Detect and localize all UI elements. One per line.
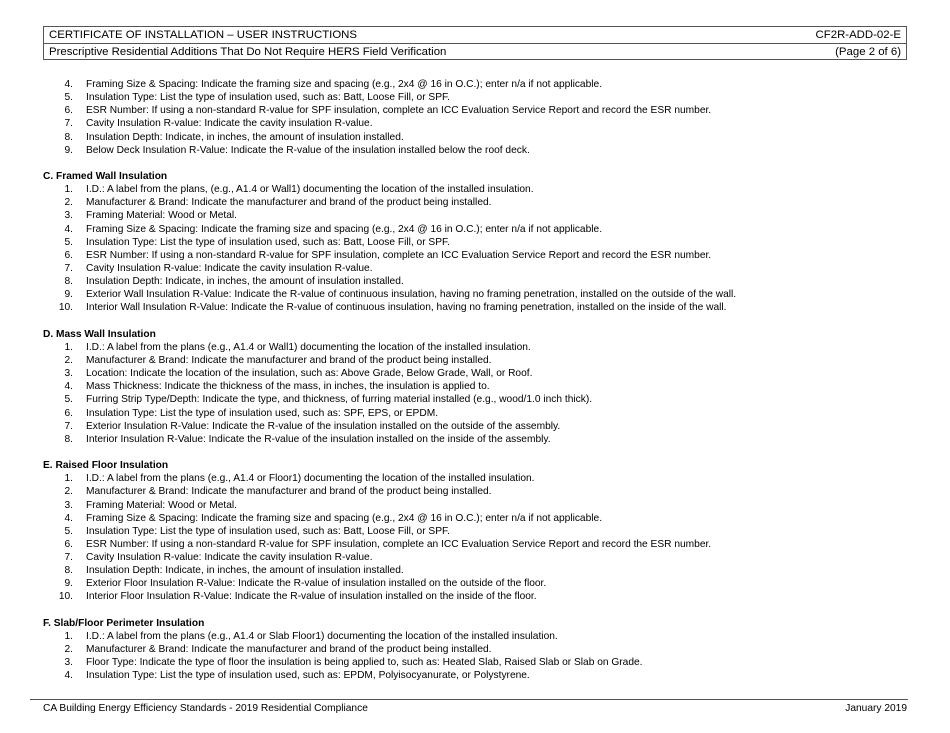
section-heading: D. Mass Wall Insulation — [43, 328, 156, 340]
list-item — [43, 525, 907, 538]
list-item — [43, 499, 907, 512]
list-item-number: 6. — [64, 407, 73, 419]
list-item — [43, 301, 907, 314]
list-item-text: Exterior Floor Insulation R-Value: Indicate the R-value of insulation installed on the outside of the floor. — [86, 578, 547, 590]
list-item-number: 10. — [58, 302, 73, 314]
list-item-text: Insulation Depth: Indicate, in inches, the amount of insulation installed. — [86, 565, 404, 577]
list-item-text: Floor Type: Indicate the type of floor the insulation is being applied to, such as: Heated Slab, Raised Slab or Slab on Grade. — [86, 657, 643, 669]
list-item-number: 4. — [64, 381, 73, 393]
header-title-row — [44, 27, 906, 44]
header-subtitle-row — [44, 44, 906, 60]
list-item-number: 2. — [64, 644, 73, 656]
list-item-text: Insulation Type: List the type of insulation used, such as: Batt, Loose Fill, or SPF. — [86, 236, 450, 248]
list-item — [43, 393, 907, 406]
header-title: CERTIFICATE OF INSTALLATION – USER INSTRUCTIONS — [49, 29, 358, 41]
list-item — [43, 196, 907, 209]
footer-left: CA Building Energy Efficiency Standards - 2019 Residential Compliance — [43, 703, 368, 714]
list-item — [43, 367, 907, 380]
header-subtitle: Prescriptive Residential Additions That Do Not Require HERS Field Verification — [49, 46, 447, 58]
list-item-text: Interior Floor Insulation R-Value: Indicate the R-value of insulation installed on the inside of the floor. — [86, 591, 537, 603]
list-item-text: ESR Number: If using a non-standard R-value for SPF insulation, complete an ICC Evaluation Service Report and record the ESR number. — [86, 249, 712, 261]
list-item-number: 9. — [64, 578, 73, 590]
list-item-number: 1. — [64, 473, 73, 485]
section-spacer — [43, 315, 907, 328]
list-item — [43, 78, 907, 91]
document-body — [43, 78, 907, 682]
list-item-text: Insulation Type: List the type of insulation used, such as: Batt, Loose Fill, or SPF. — [86, 92, 450, 104]
list-item — [43, 104, 907, 117]
list-item — [43, 236, 907, 249]
list-item-text: I.D.: A label from the plans, (e.g., A1.4 or Wall1) documenting the location of the installed insulation. — [86, 184, 534, 196]
list-item-number: 1. — [64, 184, 73, 196]
list-item — [43, 91, 907, 104]
list-item-number: 3. — [64, 210, 73, 222]
list-item-text: Framing Size & Spacing: Indicate the framing size and spacing (e.g., 2x4 @ 16 in O.C.); enter n/a if not applicable. — [86, 79, 603, 90]
list-item-number: 8. — [64, 131, 73, 143]
list-item — [43, 183, 907, 196]
list-item — [43, 538, 907, 551]
list-item — [43, 209, 907, 222]
list-item-number: 5. — [64, 92, 73, 104]
list-item-text: Framing Size & Spacing: Indicate the framing size and spacing (e.g., 2x4 @ 16 in O.C.); enter n/a if not applicable. — [86, 223, 603, 235]
page-number: (Page 2 of 6) — [835, 46, 901, 58]
footer-date: January 2019 — [845, 703, 907, 714]
list-item — [43, 249, 907, 262]
list-item-text: Location: Indicate the location of the insulation, such as: Above Grade, Below Grade, Wall, or Roof. — [86, 368, 533, 380]
form-id: CF2R-ADD-02-E — [815, 29, 901, 41]
list-item-text: Cavity Insulation R-value: Indicate the cavity insulation R-value. — [86, 262, 373, 274]
list-item — [43, 512, 907, 525]
list-item — [43, 564, 907, 577]
list-item — [43, 117, 907, 130]
document-header — [43, 26, 907, 60]
list-item — [43, 590, 907, 603]
list-item — [43, 485, 907, 498]
list-item-text: Below Deck Insulation R-Value: Indicate the R-value of the insulation installed below the roof deck. — [86, 144, 530, 156]
list-item-text: Cavity Insulation R-value: Indicate the cavity insulation R-value. — [86, 118, 373, 130]
list-item — [43, 131, 907, 144]
list-item-text: Framing Size & Spacing: Indicate the framing size and spacing (e.g., 2x4 @ 16 in O.C.); enter n/a if not applicable. — [86, 512, 603, 524]
list-item — [43, 420, 907, 433]
list-item — [43, 223, 907, 236]
list-item — [43, 656, 907, 669]
list-item — [43, 551, 907, 564]
list-item-number: 6. — [64, 249, 73, 261]
list-item-text: Framing Material: Wood or Metal. — [86, 499, 237, 511]
list-item-text: Insulation Type: List the type of insulation used, such as: Batt, Loose Fill, or SPF. — [86, 525, 450, 537]
list-item — [43, 407, 907, 420]
list-item-number: 2. — [64, 197, 73, 209]
list-item-number: 2. — [64, 486, 73, 498]
list-item-number: 6. — [64, 538, 73, 550]
list-item-text: Manufacturer & Brand: Indicate the manufacturer and brand of the product being installed. — [86, 354, 492, 366]
list-item-text: ESR Number: If using a non-standard R-value for SPF insulation, complete an ICC Evaluation Service Report and record the ESR number. — [86, 538, 712, 550]
list-item — [43, 341, 907, 354]
list-item — [43, 630, 907, 643]
list-item-number: 7. — [64, 118, 73, 130]
list-item-text: Cavity Insulation R-value: Indicate the cavity insulation R-value. — [86, 552, 373, 564]
list-item-text: I.D.: A label from the plans (e.g., A1.4 or Slab Floor1) documenting the location of the installed insulation. — [86, 630, 558, 642]
list-item-number: 2. — [64, 354, 73, 366]
list-item-text: ESR Number: If using a non-standard R-value for SPF insulation, complete an ICC Evaluation Service Report and record the ESR number. — [86, 105, 712, 117]
list-item-number: 7. — [64, 420, 73, 432]
list-item-text: Manufacturer & Brand: Indicate the manufacturer and brand of the product being installed. — [86, 197, 492, 209]
list-item-number: 3. — [64, 657, 73, 669]
list-item-text: I.D.: A label from the plans (e.g., A1.4 or Wall1) documenting the location of the installed insulation. — [86, 341, 531, 353]
list-item-number: 9. — [64, 289, 73, 301]
list-item — [43, 643, 907, 656]
list-item-number: 8. — [64, 433, 73, 445]
list-item — [43, 380, 907, 393]
list-item-number: 5. — [64, 394, 73, 406]
list-item-number: 4. — [64, 512, 73, 524]
list-item-text: Mass Thickness: Indicate the thickness of the mass, in inches, the insulation is applied to. — [86, 381, 490, 393]
list-item-text: Exterior Wall Insulation R-Value: Indicate the R-value of continuous insulation, having no framing penetration, installed on the outside of the wall. — [86, 289, 737, 301]
list-item — [43, 275, 907, 288]
list-item-number: 8. — [64, 276, 73, 288]
list-item-number: 1. — [64, 630, 73, 642]
list-item-text: Exterior Insulation R-Value: Indicate the R-value of the insulation installed on the outside of the assembly. — [86, 420, 561, 432]
list-item-text: Furring Strip Type/Depth: Indicate the type, and thickness, of furring material installed (e.g., wood/1.0 inch thick). — [86, 394, 593, 406]
section-heading: C. Framed Wall Insulation — [43, 170, 168, 182]
list-item — [43, 144, 907, 157]
list-item-number: 4. — [64, 223, 73, 235]
list-item-number: 6. — [64, 105, 73, 117]
list-item-text: Manufacturer & Brand: Indicate the manufacturer and brand of the product being installed. — [86, 644, 492, 656]
list-item-text: Framing Material: Wood or Metal. — [86, 210, 237, 222]
list-item — [43, 433, 907, 446]
section-spacer — [43, 604, 907, 617]
list-item-number: 4. — [64, 670, 73, 682]
list-item-number: 7. — [64, 262, 73, 274]
section-heading: F. Slab/Floor Perimeter Insulation — [43, 617, 205, 629]
list-item-number: 7. — [64, 552, 73, 564]
list-item — [43, 262, 907, 275]
section-spacer — [43, 446, 907, 459]
list-item-number: 9. — [64, 144, 73, 156]
list-item — [43, 288, 907, 301]
list-item-text: Insulation Depth: Indicate, in inches, the amount of insulation installed. — [86, 131, 404, 143]
list-item-number: 1. — [64, 341, 73, 353]
section-heading: E. Raised Floor Insulation — [43, 460, 169, 472]
document-footer — [43, 703, 907, 714]
list-item — [43, 472, 907, 485]
list-item-text: Insulation Type: List the type of insulation used, such as: SPF, EPS, or EPDM. — [86, 407, 439, 419]
list-item-number: 8. — [64, 565, 73, 577]
list-item-number: 10. — [58, 591, 73, 603]
footer-divider — [30, 699, 908, 700]
list-item-number: 5. — [64, 236, 73, 248]
list-item-text: Insulation Depth: Indicate, in inches, the amount of insulation installed. — [86, 276, 404, 288]
list-item-number: 4. — [64, 79, 73, 90]
list-item-text: Insulation Type: List the type of insulation used, such as: EPDM, Polyisocyanurate, or Polystyrene. — [86, 670, 530, 682]
list-item — [43, 354, 907, 367]
list-item-number: 3. — [64, 499, 73, 511]
list-item-text: Manufacturer & Brand: Indicate the manufacturer and brand of the product being installed. — [86, 486, 492, 498]
list-item-number: 3. — [64, 368, 73, 380]
list-item-text: I.D.: A label from the plans (e.g., A1.4 or Floor1) documenting the location of the installed insulation. — [86, 473, 535, 485]
list-item — [43, 577, 907, 590]
list-item-text: Interior Wall Insulation R-Value: Indicate the R-value of continuous insulation, having no framing penetration, installed on the inside of the wall. — [86, 302, 727, 314]
section-spacer — [43, 157, 907, 170]
list-item — [43, 669, 907, 682]
list-item-number: 5. — [64, 525, 73, 537]
list-item-text: Interior Insulation R-Value: Indicate the R-value of the insulation installed on the inside of the assembly. — [86, 433, 551, 445]
